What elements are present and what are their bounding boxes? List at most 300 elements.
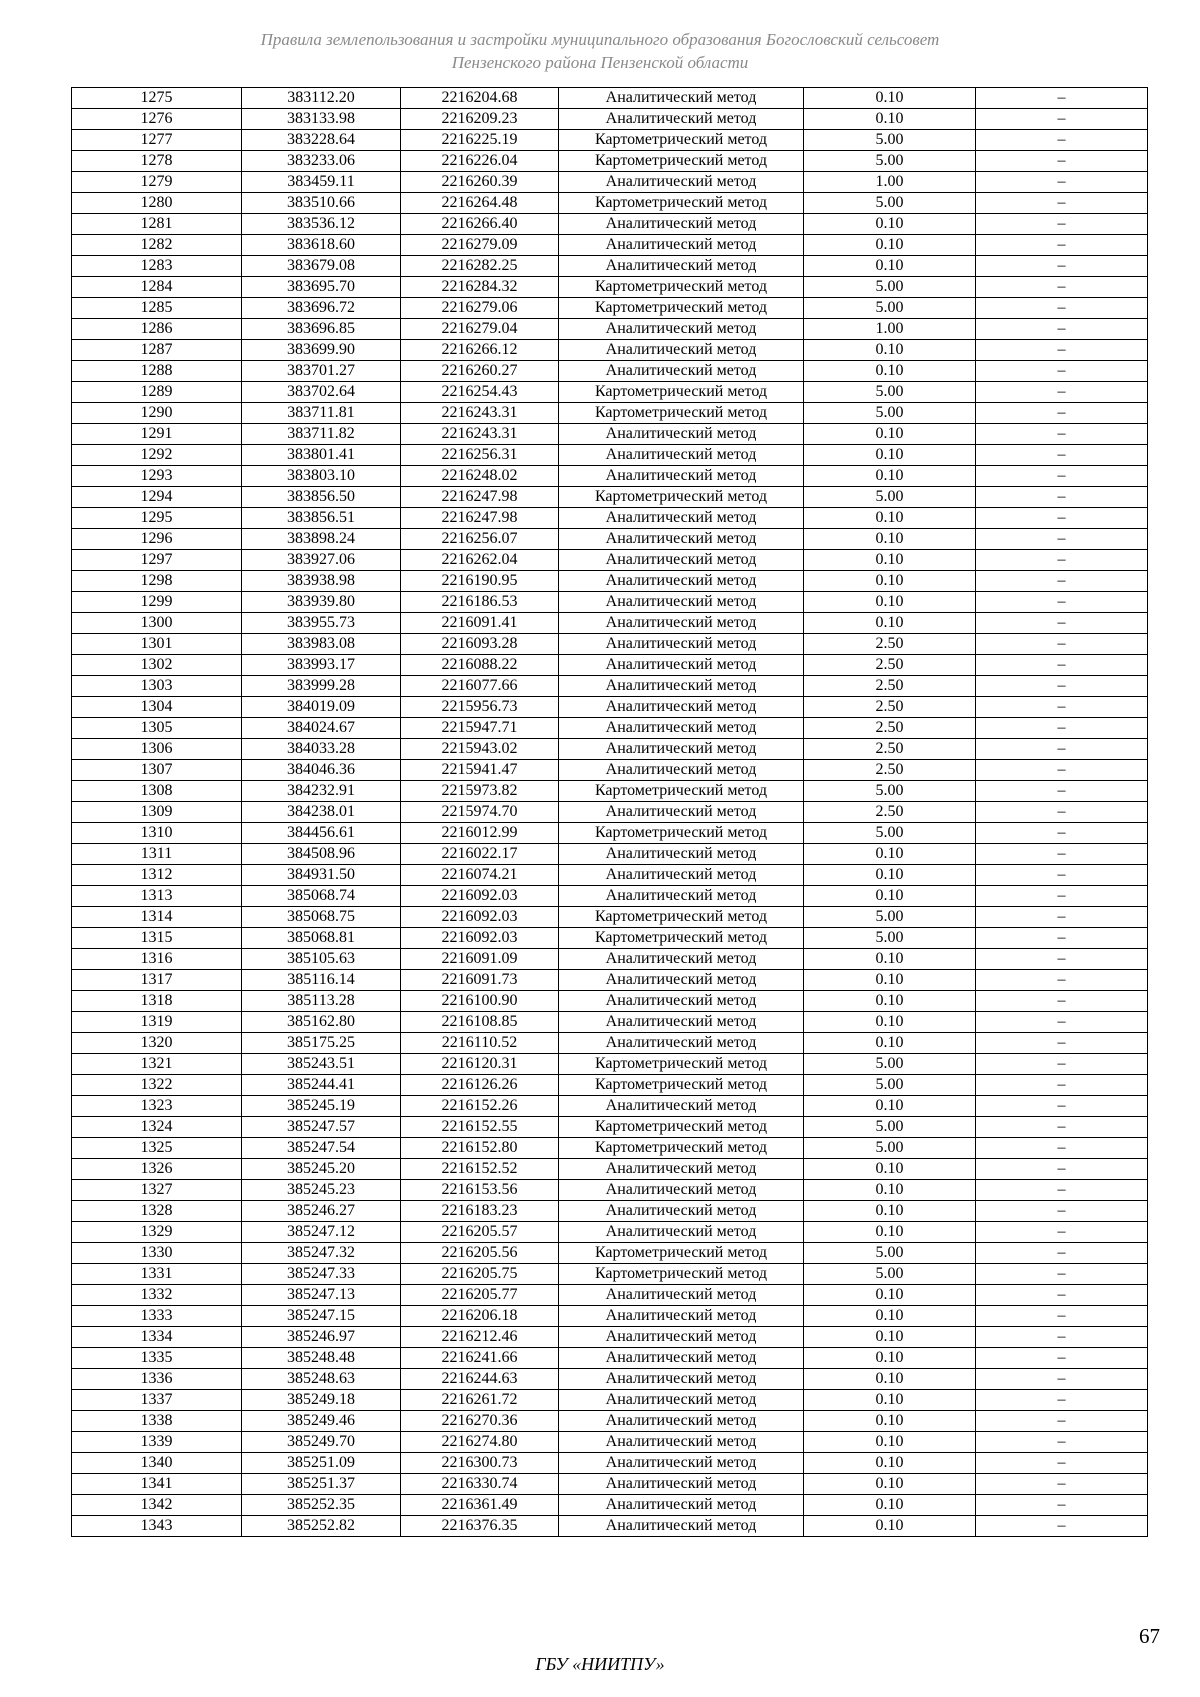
- point-number-cell: 1286: [72, 319, 242, 340]
- note-cell: –: [976, 655, 1148, 676]
- y-coordinate-cell: 2216361.49: [401, 1495, 559, 1516]
- point-number-cell: 1335: [72, 1348, 242, 1369]
- method-cell: Аналитический метод: [559, 739, 804, 760]
- method-cell: Аналитический метод: [559, 1306, 804, 1327]
- table-row: [72, 277, 1148, 298]
- note-cell: –: [976, 1201, 1148, 1222]
- x-coordinate-cell: 385068.75: [242, 907, 401, 928]
- accuracy-cell: 0.10: [804, 865, 976, 886]
- y-coordinate-cell: 2216256.07: [401, 529, 559, 550]
- note-cell: –: [976, 1495, 1148, 1516]
- x-coordinate-cell: 383695.70: [242, 277, 401, 298]
- point-number-cell: 1325: [72, 1138, 242, 1159]
- accuracy-cell: 0.10: [804, 109, 976, 130]
- point-number-cell: 1321: [72, 1054, 242, 1075]
- point-number-cell: 1276: [72, 109, 242, 130]
- x-coordinate-cell: 383536.12: [242, 214, 401, 235]
- note-cell: –: [976, 445, 1148, 466]
- method-cell: Аналитический метод: [559, 613, 804, 634]
- x-coordinate-cell: 384456.61: [242, 823, 401, 844]
- x-coordinate-cell: 383898.24: [242, 529, 401, 550]
- table-row: [72, 382, 1148, 403]
- point-number-cell: 1307: [72, 760, 242, 781]
- y-coordinate-cell: 2216110.52: [401, 1033, 559, 1054]
- accuracy-cell: 0.10: [804, 571, 976, 592]
- table-row: [72, 592, 1148, 613]
- coordinates-table: [71, 87, 1148, 1537]
- table-row: [72, 781, 1148, 802]
- y-coordinate-cell: 2216243.31: [401, 424, 559, 445]
- x-coordinate-cell: 385252.82: [242, 1516, 401, 1537]
- note-cell: –: [976, 1054, 1148, 1075]
- note-cell: –: [976, 823, 1148, 844]
- table-row: [72, 1222, 1148, 1243]
- footer-organization: ГБУ «НИИТПУ»: [535, 1654, 665, 1674]
- y-coordinate-cell: 2216205.75: [401, 1264, 559, 1285]
- note-cell: –: [976, 928, 1148, 949]
- y-coordinate-cell: 2216247.98: [401, 508, 559, 529]
- table-row: [72, 613, 1148, 634]
- note-cell: –: [976, 1180, 1148, 1201]
- method-cell: Аналитический метод: [559, 676, 804, 697]
- y-coordinate-cell: 2215943.02: [401, 739, 559, 760]
- table-row: [72, 928, 1148, 949]
- method-cell: Аналитический метод: [559, 424, 804, 445]
- x-coordinate-cell: 385246.27: [242, 1201, 401, 1222]
- point-number-cell: 1337: [72, 1390, 242, 1411]
- accuracy-cell: 0.10: [804, 1369, 976, 1390]
- x-coordinate-cell: 385246.97: [242, 1327, 401, 1348]
- point-number-cell: 1294: [72, 487, 242, 508]
- x-coordinate-cell: 385068.81: [242, 928, 401, 949]
- table-row: [72, 802, 1148, 823]
- point-number-cell: 1287: [72, 340, 242, 361]
- note-cell: –: [976, 109, 1148, 130]
- note-cell: –: [976, 886, 1148, 907]
- y-coordinate-cell: 2216279.06: [401, 298, 559, 319]
- note-cell: –: [976, 130, 1148, 151]
- note-cell: –: [976, 1012, 1148, 1033]
- y-coordinate-cell: 2216261.72: [401, 1390, 559, 1411]
- y-coordinate-cell: 2216260.39: [401, 172, 559, 193]
- method-cell: Аналитический метод: [559, 1474, 804, 1495]
- note-cell: –: [976, 88, 1148, 109]
- point-number-cell: 1319: [72, 1012, 242, 1033]
- x-coordinate-cell: 383927.06: [242, 550, 401, 571]
- method-cell: Аналитический метод: [559, 172, 804, 193]
- table-row: [72, 739, 1148, 760]
- method-cell: Аналитический метод: [559, 1201, 804, 1222]
- x-coordinate-cell: 385251.09: [242, 1453, 401, 1474]
- table-row: [72, 1054, 1148, 1075]
- table-row: [72, 718, 1148, 739]
- note-cell: –: [976, 277, 1148, 298]
- point-number-cell: 1303: [72, 676, 242, 697]
- x-coordinate-cell: 385249.70: [242, 1432, 401, 1453]
- point-number-cell: 1296: [72, 529, 242, 550]
- method-cell: Аналитический метод: [559, 1453, 804, 1474]
- note-cell: –: [976, 424, 1148, 445]
- point-number-cell: 1340: [72, 1453, 242, 1474]
- y-coordinate-cell: 2216190.95: [401, 571, 559, 592]
- table-row: [72, 424, 1148, 445]
- method-cell: Картометрический метод: [559, 382, 804, 403]
- method-cell: Картометрический метод: [559, 151, 804, 172]
- accuracy-cell: 0.10: [804, 1012, 976, 1033]
- table-row: [72, 361, 1148, 382]
- accuracy-cell: 5.00: [804, 403, 976, 424]
- note-cell: –: [976, 193, 1148, 214]
- point-number-cell: 1309: [72, 802, 242, 823]
- header-line-2: Пензенского района Пензенской области: [451, 53, 749, 72]
- point-number-cell: 1333: [72, 1306, 242, 1327]
- table-row: [72, 760, 1148, 781]
- point-number-cell: 1311: [72, 844, 242, 865]
- point-number-cell: 1338: [72, 1411, 242, 1432]
- accuracy-cell: 2.50: [804, 802, 976, 823]
- table-row: [72, 1033, 1148, 1054]
- x-coordinate-cell: 385068.74: [242, 886, 401, 907]
- x-coordinate-cell: 383459.11: [242, 172, 401, 193]
- note-cell: –: [976, 235, 1148, 256]
- x-coordinate-cell: 385252.35: [242, 1495, 401, 1516]
- method-cell: Картометрический метод: [559, 130, 804, 151]
- y-coordinate-cell: 2216274.80: [401, 1432, 559, 1453]
- method-cell: Аналитический метод: [559, 1390, 804, 1411]
- method-cell: Аналитический метод: [559, 550, 804, 571]
- y-coordinate-cell: 2215956.73: [401, 697, 559, 718]
- point-number-cell: 1306: [72, 739, 242, 760]
- y-coordinate-cell: 2215941.47: [401, 760, 559, 781]
- method-cell: Аналитический метод: [559, 1096, 804, 1117]
- x-coordinate-cell: 384508.96: [242, 844, 401, 865]
- table-row: [72, 1117, 1148, 1138]
- accuracy-cell: 0.10: [804, 613, 976, 634]
- accuracy-cell: 0.10: [804, 88, 976, 109]
- y-coordinate-cell: 2216205.56: [401, 1243, 559, 1264]
- method-cell: Картометрический метод: [559, 781, 804, 802]
- note-cell: –: [976, 634, 1148, 655]
- table-row: [72, 634, 1148, 655]
- table-row: [72, 1096, 1148, 1117]
- accuracy-cell: 5.00: [804, 277, 976, 298]
- accuracy-cell: 0.10: [804, 1516, 976, 1537]
- table-row: [72, 529, 1148, 550]
- table-row: [72, 655, 1148, 676]
- accuracy-cell: 0.10: [804, 529, 976, 550]
- method-cell: Аналитический метод: [559, 340, 804, 361]
- x-coordinate-cell: 385162.80: [242, 1012, 401, 1033]
- x-coordinate-cell: 385247.15: [242, 1306, 401, 1327]
- x-coordinate-cell: 385245.20: [242, 1159, 401, 1180]
- method-cell: Аналитический метод: [559, 256, 804, 277]
- y-coordinate-cell: 2216183.23: [401, 1201, 559, 1222]
- table-row: [72, 907, 1148, 928]
- table-row: [72, 319, 1148, 340]
- table-row: [72, 550, 1148, 571]
- accuracy-cell: 5.00: [804, 1243, 976, 1264]
- point-number-cell: 1284: [72, 277, 242, 298]
- note-cell: –: [976, 550, 1148, 571]
- point-number-cell: 1318: [72, 991, 242, 1012]
- point-number-cell: 1297: [72, 550, 242, 571]
- accuracy-cell: 0.10: [804, 1033, 976, 1054]
- x-coordinate-cell: 383983.08: [242, 634, 401, 655]
- point-number-cell: 1280: [72, 193, 242, 214]
- accuracy-cell: 0.10: [804, 1222, 976, 1243]
- x-coordinate-cell: 385251.37: [242, 1474, 401, 1495]
- note-cell: –: [976, 1285, 1148, 1306]
- note-cell: –: [976, 1411, 1148, 1432]
- method-cell: Картометрический метод: [559, 1138, 804, 1159]
- table-row: [72, 1285, 1148, 1306]
- table-body: [72, 88, 1148, 1537]
- x-coordinate-cell: 384033.28: [242, 739, 401, 760]
- method-cell: Аналитический метод: [559, 571, 804, 592]
- accuracy-cell: 0.10: [804, 991, 976, 1012]
- table-row: [72, 1012, 1148, 1033]
- x-coordinate-cell: 383699.90: [242, 340, 401, 361]
- table-row: [72, 1159, 1148, 1180]
- x-coordinate-cell: 385247.33: [242, 1264, 401, 1285]
- note-cell: –: [976, 1096, 1148, 1117]
- note-cell: –: [976, 340, 1148, 361]
- y-coordinate-cell: 2216300.73: [401, 1453, 559, 1474]
- point-number-cell: 1278: [72, 151, 242, 172]
- note-cell: –: [976, 571, 1148, 592]
- accuracy-cell: 2.50: [804, 718, 976, 739]
- point-number-cell: 1301: [72, 634, 242, 655]
- x-coordinate-cell: 385247.32: [242, 1243, 401, 1264]
- note-cell: –: [976, 739, 1148, 760]
- note-cell: –: [976, 298, 1148, 319]
- point-number-cell: 1322: [72, 1075, 242, 1096]
- point-number-cell: 1282: [72, 235, 242, 256]
- method-cell: Аналитический метод: [559, 361, 804, 382]
- x-coordinate-cell: 385175.25: [242, 1033, 401, 1054]
- point-number-cell: 1292: [72, 445, 242, 466]
- x-coordinate-cell: 383696.85: [242, 319, 401, 340]
- y-coordinate-cell: 2216091.41: [401, 613, 559, 634]
- table-row: [72, 235, 1148, 256]
- point-number-cell: 1317: [72, 970, 242, 991]
- method-cell: Аналитический метод: [559, 1495, 804, 1516]
- y-coordinate-cell: 2216282.25: [401, 256, 559, 277]
- table-row: [72, 697, 1148, 718]
- accuracy-cell: 0.10: [804, 445, 976, 466]
- note-cell: –: [976, 907, 1148, 928]
- table-row: [72, 1180, 1148, 1201]
- point-number-cell: 1275: [72, 88, 242, 109]
- accuracy-cell: 1.00: [804, 319, 976, 340]
- point-number-cell: 1328: [72, 1201, 242, 1222]
- note-cell: –: [976, 1264, 1148, 1285]
- x-coordinate-cell: 383801.41: [242, 445, 401, 466]
- x-coordinate-cell: 383938.98: [242, 571, 401, 592]
- table-row: [72, 403, 1148, 424]
- x-coordinate-cell: 383711.81: [242, 403, 401, 424]
- method-cell: Аналитический метод: [559, 1411, 804, 1432]
- note-cell: –: [976, 1075, 1148, 1096]
- method-cell: Аналитический метод: [559, 1285, 804, 1306]
- y-coordinate-cell: 2216091.73: [401, 970, 559, 991]
- x-coordinate-cell: 384019.09: [242, 697, 401, 718]
- x-coordinate-cell: 383993.17: [242, 655, 401, 676]
- y-coordinate-cell: 2216088.22: [401, 655, 559, 676]
- table-row: [72, 130, 1148, 151]
- point-number-cell: 1295: [72, 508, 242, 529]
- note-cell: –: [976, 1474, 1148, 1495]
- y-coordinate-cell: 2216108.85: [401, 1012, 559, 1033]
- y-coordinate-cell: 2216247.98: [401, 487, 559, 508]
- x-coordinate-cell: 383679.08: [242, 256, 401, 277]
- point-number-cell: 1293: [72, 466, 242, 487]
- x-coordinate-cell: 383112.20: [242, 88, 401, 109]
- accuracy-cell: 5.00: [804, 1075, 976, 1096]
- method-cell: Аналитический метод: [559, 1348, 804, 1369]
- y-coordinate-cell: 2216279.04: [401, 319, 559, 340]
- note-cell: –: [976, 1138, 1148, 1159]
- y-coordinate-cell: 2216092.03: [401, 886, 559, 907]
- y-coordinate-cell: 2216254.43: [401, 382, 559, 403]
- method-cell: Аналитический метод: [559, 1222, 804, 1243]
- x-coordinate-cell: 385105.63: [242, 949, 401, 970]
- accuracy-cell: 0.10: [804, 424, 976, 445]
- method-cell: Аналитический метод: [559, 319, 804, 340]
- y-coordinate-cell: 2216284.32: [401, 277, 559, 298]
- point-number-cell: 1327: [72, 1180, 242, 1201]
- x-coordinate-cell: 383955.73: [242, 613, 401, 634]
- accuracy-cell: 5.00: [804, 823, 976, 844]
- method-cell: Аналитический метод: [559, 508, 804, 529]
- note-cell: –: [976, 1348, 1148, 1369]
- method-cell: Аналитический метод: [559, 1012, 804, 1033]
- y-coordinate-cell: 2216120.31: [401, 1054, 559, 1075]
- y-coordinate-cell: 2216100.90: [401, 991, 559, 1012]
- table-row: [72, 571, 1148, 592]
- accuracy-cell: 0.10: [804, 886, 976, 907]
- method-cell: Аналитический метод: [559, 445, 804, 466]
- point-number-cell: 1314: [72, 907, 242, 928]
- note-cell: –: [976, 1369, 1148, 1390]
- y-coordinate-cell: 2216266.40: [401, 214, 559, 235]
- method-cell: Картометрический метод: [559, 1264, 804, 1285]
- x-coordinate-cell: 384046.36: [242, 760, 401, 781]
- y-coordinate-cell: 2216152.52: [401, 1159, 559, 1180]
- method-cell: Картометрический метод: [559, 487, 804, 508]
- y-coordinate-cell: 2215947.71: [401, 718, 559, 739]
- accuracy-cell: 0.10: [804, 592, 976, 613]
- method-cell: Аналитический метод: [559, 802, 804, 823]
- accuracy-cell: 2.50: [804, 676, 976, 697]
- accuracy-cell: 0.10: [804, 361, 976, 382]
- accuracy-cell: 0.10: [804, 1453, 976, 1474]
- point-number-cell: 1323: [72, 1096, 242, 1117]
- note-cell: –: [976, 865, 1148, 886]
- table-row: [72, 1264, 1148, 1285]
- x-coordinate-cell: 384232.91: [242, 781, 401, 802]
- point-number-cell: 1334: [72, 1327, 242, 1348]
- point-number-cell: 1313: [72, 886, 242, 907]
- method-cell: Картометрический метод: [559, 1117, 804, 1138]
- note-cell: –: [976, 466, 1148, 487]
- accuracy-cell: 5.00: [804, 781, 976, 802]
- accuracy-cell: 0.10: [804, 1180, 976, 1201]
- table-row: [72, 970, 1148, 991]
- x-coordinate-cell: 385248.63: [242, 1369, 401, 1390]
- method-cell: Аналитический метод: [559, 1516, 804, 1537]
- note-cell: –: [976, 1516, 1148, 1537]
- point-number-cell: 1332: [72, 1285, 242, 1306]
- y-coordinate-cell: 2216248.02: [401, 466, 559, 487]
- header-line-1: Правила землепользования и застройки муниципального образования Богословский сельсовет: [260, 30, 940, 49]
- y-coordinate-cell: 2216012.99: [401, 823, 559, 844]
- y-coordinate-cell: 2216126.26: [401, 1075, 559, 1096]
- point-number-cell: 1316: [72, 949, 242, 970]
- method-cell: Аналитический метод: [559, 1033, 804, 1054]
- x-coordinate-cell: 385243.51: [242, 1054, 401, 1075]
- method-cell: Аналитический метод: [559, 991, 804, 1012]
- y-coordinate-cell: 2216264.48: [401, 193, 559, 214]
- y-coordinate-cell: 2216256.31: [401, 445, 559, 466]
- accuracy-cell: 2.50: [804, 739, 976, 760]
- x-coordinate-cell: 385249.18: [242, 1390, 401, 1411]
- note-cell: –: [976, 319, 1148, 340]
- point-number-cell: 1279: [72, 172, 242, 193]
- y-coordinate-cell: 2216376.35: [401, 1516, 559, 1537]
- y-coordinate-cell: 2216077.66: [401, 676, 559, 697]
- table-row: [72, 823, 1148, 844]
- accuracy-cell: 0.10: [804, 1432, 976, 1453]
- note-cell: –: [976, 382, 1148, 403]
- x-coordinate-cell: 383701.27: [242, 361, 401, 382]
- x-coordinate-cell: 385116.14: [242, 970, 401, 991]
- table-row: [72, 1495, 1148, 1516]
- table-row: [72, 1075, 1148, 1096]
- note-cell: –: [976, 781, 1148, 802]
- note-cell: –: [976, 256, 1148, 277]
- method-cell: Аналитический метод: [559, 886, 804, 907]
- point-number-cell: 1308: [72, 781, 242, 802]
- accuracy-cell: 0.10: [804, 466, 976, 487]
- table-row: [72, 256, 1148, 277]
- method-cell: Аналитический метод: [559, 697, 804, 718]
- point-number-cell: 1304: [72, 697, 242, 718]
- accuracy-cell: 2.50: [804, 697, 976, 718]
- point-number-cell: 1341: [72, 1474, 242, 1495]
- table-row: [72, 1138, 1148, 1159]
- accuracy-cell: 2.50: [804, 655, 976, 676]
- y-coordinate-cell: 2216279.09: [401, 235, 559, 256]
- x-coordinate-cell: 383696.72: [242, 298, 401, 319]
- note-cell: –: [976, 487, 1148, 508]
- point-number-cell: 1331: [72, 1264, 242, 1285]
- point-number-cell: 1283: [72, 256, 242, 277]
- method-cell: Аналитический метод: [559, 109, 804, 130]
- point-number-cell: 1298: [72, 571, 242, 592]
- y-coordinate-cell: 2216205.57: [401, 1222, 559, 1243]
- x-coordinate-cell: 383228.64: [242, 130, 401, 151]
- accuracy-cell: 0.10: [804, 1096, 976, 1117]
- table-row: [72, 1306, 1148, 1327]
- point-number-cell: 1290: [72, 403, 242, 424]
- point-number-cell: 1320: [72, 1033, 242, 1054]
- y-coordinate-cell: 2216152.26: [401, 1096, 559, 1117]
- table-row: [72, 1453, 1148, 1474]
- method-cell: Аналитический метод: [559, 466, 804, 487]
- point-number-cell: 1300: [72, 613, 242, 634]
- method-cell: Картометрический метод: [559, 1243, 804, 1264]
